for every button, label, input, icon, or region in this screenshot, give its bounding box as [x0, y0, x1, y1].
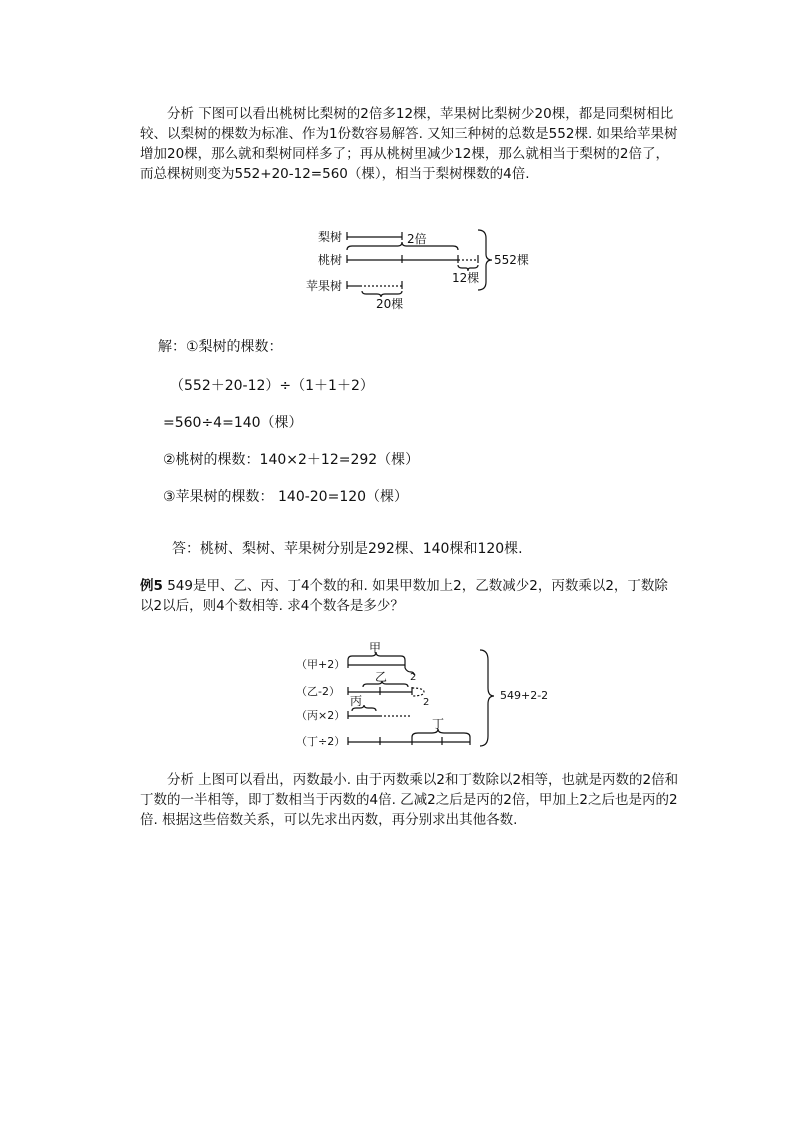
peach-row-label: 桃树 — [318, 253, 343, 267]
solution-line-2: =560÷4=140（棵） — [163, 415, 303, 431]
example-5-label: 例5 — [140, 578, 163, 594]
analysis-paragraph-2: 分析 上图可以看出，丙数最小. 由于丙数乘以2和丁数除以2相等，也就是丙数的2倍和丁数的一半相等，即丁数相当于丙数的4倍. 乙减2之后是丙的2倍，甲加上2之后也是丙的2倍. 根据这些倍数关系，可以先求出丙数，再分别求出其他各数. — [140, 772, 679, 828]
pear-row-label: 梨树 — [318, 230, 343, 244]
label-12: 12棵 — [452, 271, 480, 285]
yi-label: 乙 — [375, 670, 388, 684]
solution-line-1: （552＋20-12）÷（1＋1＋2） — [170, 378, 374, 394]
example-5-text: 549是甲、乙、丙、丁4个数的和. 如果甲数加上2，乙数减少2，丙数乘以2，丁数除以2以后，则4个数相等. 求4个数各是多少？ — [140, 578, 668, 614]
solution-line-3: ②桃树的棵数：140×2＋12=292（棵） — [163, 452, 420, 468]
label-20: 20棵 — [376, 297, 404, 311]
apple-row-label: 苹果树 — [306, 279, 343, 293]
label-2-jia: 2 — [410, 672, 417, 683]
bing-row-label: （丙×2） — [296, 709, 346, 722]
bing-label: 丙 — [350, 694, 363, 708]
label-total-552: 552棵 — [494, 253, 529, 267]
label-total-549: 549+2-2 — [500, 689, 549, 702]
ding-label: 丁 — [432, 717, 445, 731]
answer-line: 答：桃树、梨树、苹果树分别是292棵、140棵和120棵. — [172, 541, 523, 557]
analysis-paragraph-1: 分析 下图可以看出桃树比梨树的2倍多12棵，苹果树比梨树少20棵，都是同梨树相比较、以梨树的棵数为标准、作为1份数容易解答. 又知三种树的总数是552棵. 如果给苹果树增加20棵，那么就和梨树同样多了；再从桃树里减少12棵，那么就相当于梨树的2倍了，而总棵树则变为552+20-12=560（棵），相当于梨树棵数的4倍. — [140, 106, 678, 182]
jia-row-label: （甲+2） — [296, 658, 346, 671]
solution-line-4: ③苹果树的棵数： 140-20=120（棵） — [163, 489, 409, 505]
jia-label: 甲 — [369, 641, 382, 655]
label-2x: 2倍 — [407, 232, 427, 246]
label-2-yi: 2 — [423, 697, 430, 708]
yi-row-label: （乙-2） — [296, 685, 340, 698]
solution-heading: 解：①梨树的棵数： — [158, 339, 283, 355]
ding-row-label: （丁÷2） — [296, 735, 346, 748]
